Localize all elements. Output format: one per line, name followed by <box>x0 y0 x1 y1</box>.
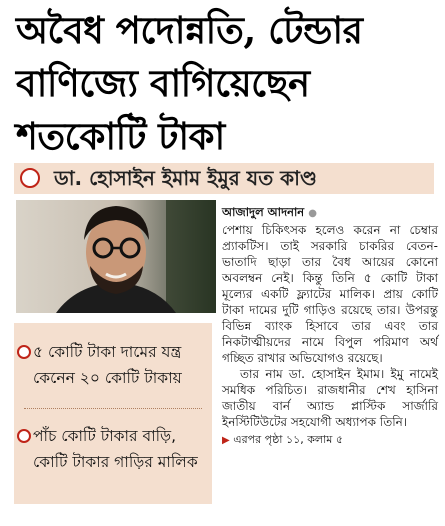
author-name: আজাদুল আদনান <box>222 205 305 219</box>
article <box>222 204 438 449</box>
headline-line: বাণিজ্যে বাগিয়েছেন <box>16 61 310 105</box>
headline-line: অবৈধ পদোন্নতি, টেন্ডার <box>16 8 363 52</box>
callout-box <box>14 323 212 504</box>
headline-line: শতকোটি টাকা <box>16 114 225 158</box>
subheadline: ডা. হোসাইন ইমাম ইমুর যত কাণ্ড <box>54 166 317 190</box>
article-body <box>222 222 438 430</box>
subheadline-bar <box>14 163 434 194</box>
article-paragraph: পেশায় চিকিৎসক হলেও করেন না চেম্বার প্র্যাকটিস। তাই সরকারি চাকরির বেতন-ভাতাদি ছাড়া তার বৈধ আয়ের কোনো অবলম্বন নেই। কিন্তু তিনি ৫ কোটি টাকা মূল্যের একটি ফ্ল্যাটের মালিক। প্রায় কোটি টাকা দামের দুটি গাড়িও রয়েছে তার। উপরন্তু বিভিন্ন ব্যাংক হিসাবে তার এবং তার নিকটাত্মীয়দের নামে বিপুল পরিমাণ অর্থ গচ্ছিত রাখার অভিযোগও রয়েছে। <box>222 223 438 365</box>
callout-text: ৫ কোটি টাকা দামের যন্ত্র কেনেন ২০ কোটি টাকায় <box>33 343 182 387</box>
circle-bullet-icon <box>17 429 31 443</box>
callout-text: পাঁচ কোটি টাকার বাড়ি, কোটি টাকার গাড়ির মালিক <box>33 427 198 471</box>
article-paragraph: তার নাম ডা. হোসাইন ইমাম। ইমু নামেই সমধিক পরিচিত। রাজধানীর শেখ হাসিনা জাতীয় বার্ন অ্যান্ড প্লাস্টিক সার্জারি ইনস্টিটিউটের সহযোগী অধ্যাপক তিনি। <box>222 367 438 429</box>
photo <box>16 200 216 313</box>
portrait-photo <box>16 200 216 313</box>
callout-divider <box>24 408 202 409</box>
continuation-text: এরপর পৃষ্ঠা ১১, কলাম ৫ <box>233 433 344 446</box>
continuation-note <box>222 432 438 449</box>
circle-bullet-icon <box>17 345 31 359</box>
headline <box>16 4 436 163</box>
bullet-icon: ● <box>308 208 317 219</box>
byline <box>222 204 438 222</box>
triangle-bullet-icon: ▶ <box>222 435 230 446</box>
circle-bullet-icon <box>20 168 40 188</box>
